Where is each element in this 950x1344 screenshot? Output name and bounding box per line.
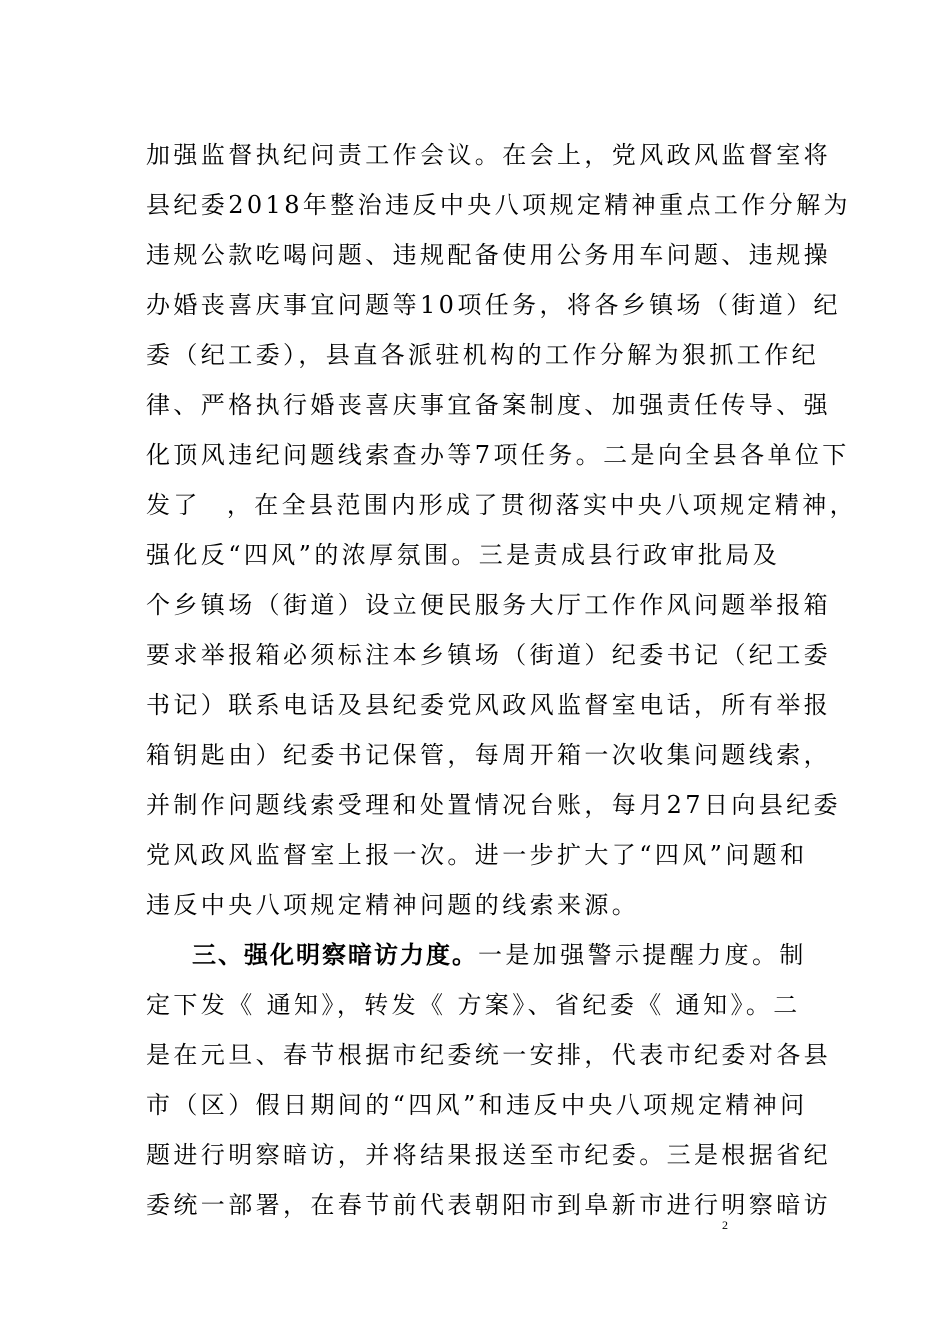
text-segment: 一是加强警示提醒力度。制 (478, 941, 807, 969)
text-line: 办婚丧喜庆事宜问题等10项任务，将各乡镇场（街道）纪 (146, 291, 841, 319)
body-text (146, 130, 858, 1230)
text-line: 违规公款吃喝问题、违规配备使用公务用车问题、违规操 (146, 241, 831, 269)
text-segment: ，在全县范围内形成了贯彻落实中央八项规定精神， (226, 491, 858, 519)
page-number: 2 (722, 1218, 728, 1232)
text-line: 书记）联系电话及县纪委党风政风监督室电话，所有举报 (146, 691, 831, 719)
text-line: 个乡镇场（街道）设立便民服务大厅工作作风问题举报箱 (146, 591, 831, 619)
text-line (146, 480, 858, 530)
text-segment: 发了 (146, 491, 201, 519)
text-line: 并制作问题线索受理和处置情况台账，每月27日向县纪委 (146, 791, 841, 819)
text-line: 律、严格执行婚丧喜庆事宜备案制度、加强责任传导、强 (146, 391, 831, 419)
text-line: 委（纪工委），县直各派驻机构的工作分解为狠抓工作纪 (146, 341, 819, 369)
text-line: 化顶风违纪问题线索查办等7项任务。二是向全县各单位下 (146, 441, 850, 469)
section-heading: 三、强化明察暗访力度。 (192, 941, 478, 969)
text-line: 市（区）假日期间的“四风”和违反中央八项规定精神问 (146, 1091, 808, 1119)
text-line: 强化反“四风”的浓厚氛围。三是责成县行政审批局及 (146, 541, 781, 569)
text-line: 要求举报箱必须标注本乡镇场（街道）纪委书记（纪工委 (146, 641, 831, 669)
text-line: 违反中央八项规定精神问题的线索来源。 (146, 891, 640, 919)
text-line (146, 930, 826, 980)
text-line: 是在元旦、春节根据市纪委统一安排，代表市纪委对各县 (146, 1041, 831, 1069)
text-line: 题进行明察暗访，并将结果报送至市纪委。三是根据省纪 (146, 1141, 831, 1169)
text-line: 加强监督执纪问责工作会议。在会上，党风政风监督室将 (146, 141, 831, 169)
text-line: 定下发《 通知》，转发《 方案》、省纪委《 通知》。二 (146, 991, 801, 1019)
text-line: 箱钥匙由）纪委书记保管，每周开箱一次收集问题线索， (146, 741, 831, 769)
text-line: 县纪委2018年整治违反中央八项规定精神重点工作分解为 (146, 191, 851, 219)
text-line: 党风政风监督室上报一次。进一步扩大了“四风”问题和 (146, 841, 808, 869)
text-line: 委统一部署，在春节前代表朝阳市到阜新市进行明察暗访 (146, 1191, 831, 1219)
